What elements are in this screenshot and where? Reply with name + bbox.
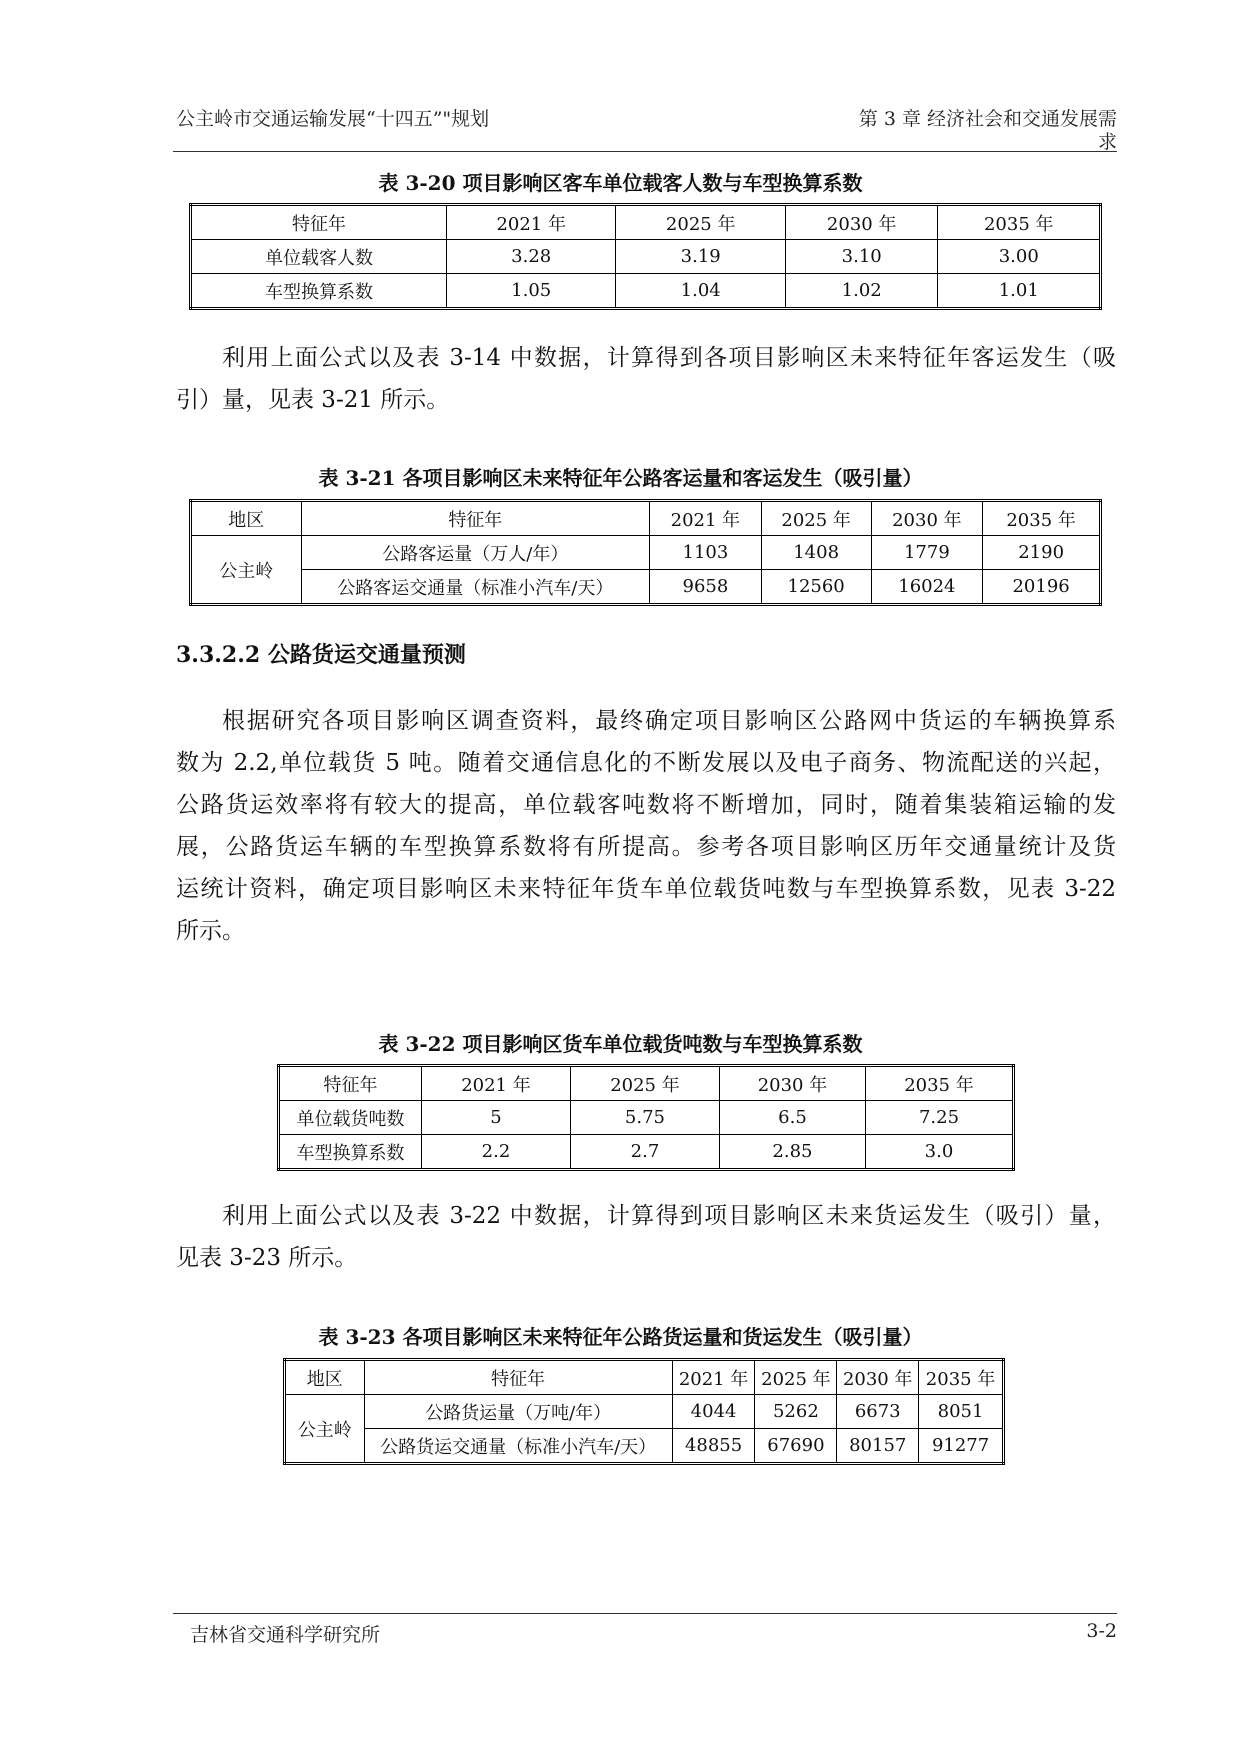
table-row [285, 1429, 1004, 1464]
table-cell: 91277 [919, 1429, 1004, 1464]
table-3-22-caption: 表 3-22 项目影响区货车单位载货吨数与车型换算系数 [378, 1032, 863, 1056]
table-cell: 2030 年 [837, 1360, 919, 1395]
paragraph-3 [176, 1195, 1116, 1279]
paragraph-line: 根据研究各项目影响区调查资料，最终确定项目影响区公路网中货运的车辆换算系 [222, 708, 1116, 734]
table-cell: 2190 [983, 536, 1101, 570]
table-cell: 特征年 [279, 1066, 422, 1101]
paragraph-2 [176, 700, 1116, 952]
table-cell: 7.25 [865, 1101, 1013, 1135]
table-cell: 3.0 [865, 1135, 1013, 1170]
table-cell: 地区 [191, 501, 302, 536]
table-cell: 2030 年 [719, 1066, 865, 1101]
table-row [279, 1135, 1014, 1170]
table-cell: 16024 [871, 570, 983, 605]
paragraph-line: 见表 3-23 所示。 [176, 1245, 358, 1271]
paragraph-line: 展，公路货运车辆的车型换算系数将有所提高。参考各项目影响区历年交通量统计及货 [176, 834, 1116, 860]
table-cell: 车型换算系数 [279, 1135, 422, 1170]
table-cell: 2021 年 [672, 1360, 755, 1395]
paragraph-line: 所示。 [176, 918, 245, 944]
table-cell: 1.05 [446, 274, 615, 309]
table-cell: 8051 [919, 1395, 1004, 1429]
table-3-21-caption: 表 3-21 各项目影响区未来特征年公路客运量和客运发生（吸引量） [318, 466, 923, 490]
paragraph-line: 利用上面公式以及表 3-22 中数据，计算得到项目影响区未来货运发生（吸引）量， [222, 1203, 1116, 1229]
footer-institution: 吉林省交通科学研究所 [190, 1624, 381, 1646]
table-cell: 2021 年 [650, 501, 762, 536]
table-row [191, 274, 1101, 309]
table-cell: 特征年 [301, 501, 650, 536]
table-cell: 车型换算系数 [191, 274, 447, 309]
running-header-chapter-cont: 求 [1097, 131, 1117, 153]
table-cell: 5.75 [570, 1101, 719, 1135]
table-cell: 2025 年 [755, 1360, 837, 1395]
table-cell: 2025 年 [761, 501, 871, 536]
table-cell: 4044 [672, 1395, 755, 1429]
table-cell: 48855 [672, 1429, 755, 1464]
table-cell: 特征年 [364, 1360, 672, 1395]
paragraph-1 [176, 337, 1116, 421]
table-cell: 2025 年 [616, 205, 785, 240]
table-cell: 3.00 [938, 240, 1101, 274]
table-cell: 2021 年 [421, 1066, 570, 1101]
table-cell: 2.7 [570, 1135, 719, 1170]
table-row [191, 501, 1101, 536]
region-cell: 公主岭 [191, 536, 302, 605]
table-cell: 1.04 [616, 274, 785, 309]
table-cell: 80157 [837, 1429, 919, 1464]
table-row [191, 570, 1101, 605]
table-3-21 [189, 499, 1102, 606]
table-cell: 公路货运交通量（标准小汽车/天） [364, 1429, 672, 1464]
table-cell: 公路客运量（万人/年） [301, 536, 650, 570]
region-cell: 公主岭 [285, 1395, 365, 1464]
table-cell: 2035 年 [865, 1066, 1013, 1101]
table-3-22 [277, 1064, 1015, 1171]
table-cell: 20196 [983, 570, 1101, 605]
table-cell: 2.85 [719, 1135, 865, 1170]
table-cell: 6673 [837, 1395, 919, 1429]
paragraph-line: 数为 2.2,单位载货 5 吨。随着交通信息化的不断发展以及电子商务、物流配送的兴起， [176, 750, 1116, 776]
table-cell: 2.2 [421, 1135, 570, 1170]
table-cell: 2030 年 [785, 205, 938, 240]
table-row [279, 1066, 1014, 1101]
footer-rule [173, 1613, 1117, 1614]
table-cell: 特征年 [191, 205, 447, 240]
table-cell: 公路货运量（万吨/年） [364, 1395, 672, 1429]
table-cell: 6.5 [719, 1101, 865, 1135]
table-3-23-caption: 表 3-23 各项目影响区未来特征年公路货运量和货运发生（吸引量） [318, 1325, 923, 1349]
table-cell: 3.19 [616, 240, 785, 274]
table-cell: 1408 [761, 536, 871, 570]
table-cell: 1779 [871, 536, 983, 570]
table-3-23 [283, 1358, 1005, 1465]
header-rule [173, 151, 1117, 152]
table-cell: 1103 [650, 536, 762, 570]
table-cell: 2035 年 [983, 501, 1101, 536]
table-cell: 12560 [761, 570, 871, 605]
paragraph-line: 引）量，见表 3-21 所示。 [176, 387, 450, 413]
table-row [191, 205, 1101, 240]
table-row [285, 1360, 1004, 1395]
table-cell: 9658 [650, 570, 762, 605]
table-cell: 2035 年 [938, 205, 1101, 240]
table-cell: 2030 年 [871, 501, 983, 536]
section-heading: 3.3.2.2 公路货运交通量预测 [176, 642, 466, 668]
table-cell: 2025 年 [570, 1066, 719, 1101]
paragraph-line: 运统计资料，确定项目影响区未来特征年货车单位载货吨数与车型换算系数，见表 3-22 [176, 876, 1116, 902]
table-cell: 单位载客人数 [191, 240, 447, 274]
paragraph-line: 公路货运效率将有较大的提高，单位载客吨数将不断增加，同时，随着集装箱运输的发 [176, 792, 1116, 818]
table-3-20 [189, 203, 1102, 310]
table-cell: 2035 年 [919, 1360, 1004, 1395]
table-cell: 1.02 [785, 274, 938, 309]
page-number: 3-2 [1086, 1620, 1117, 1642]
table-row [279, 1101, 1014, 1135]
paragraph-line: 利用上面公式以及表 3-14 中数据，计算得到各项目影响区未来特征年客运发生（吸 [222, 345, 1116, 371]
table-cell: 1.01 [938, 274, 1101, 309]
table-cell: 公路客运交通量（标准小汽车/天） [301, 570, 650, 605]
table-3-20-caption: 表 3-20 项目影响区客车单位载客人数与车型换算系数 [378, 171, 863, 195]
table-cell: 3.28 [446, 240, 615, 274]
table-cell: 单位载货吨数 [279, 1101, 422, 1135]
running-header-title: 公主岭市交通运输发展“十四五”"规划 [176, 108, 490, 130]
table-cell: 地区 [285, 1360, 365, 1395]
table-cell: 5262 [755, 1395, 837, 1429]
table-cell: 3.10 [785, 240, 938, 274]
table-cell: 67690 [755, 1429, 837, 1464]
table-row [191, 536, 1101, 570]
table-cell: 2021 年 [446, 205, 615, 240]
table-row [285, 1395, 1004, 1429]
table-row [191, 240, 1101, 274]
running-header-chapter: 第 3 章 经济社会和交通发展需 [858, 108, 1117, 130]
table-cell: 5 [421, 1101, 570, 1135]
